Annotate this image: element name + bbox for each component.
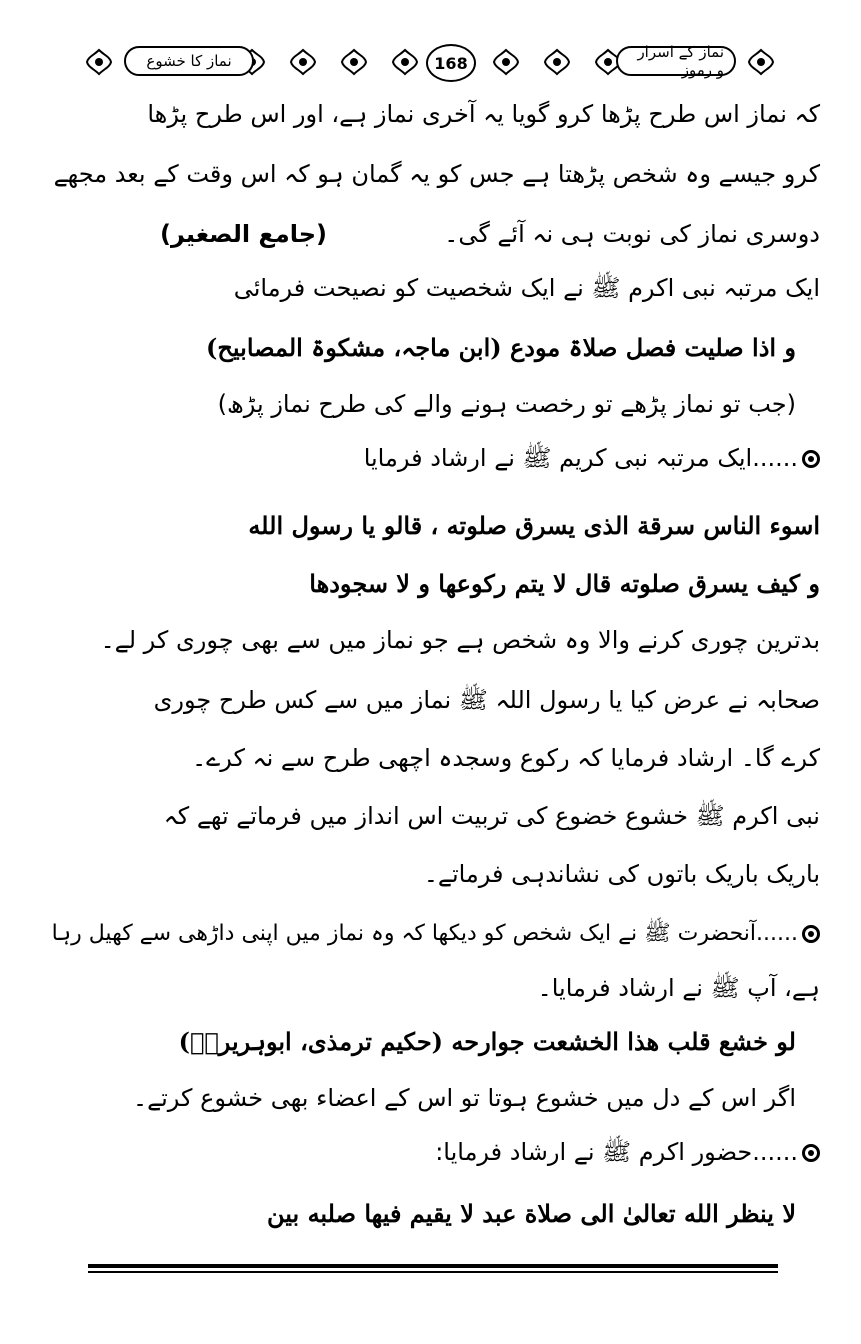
text-span: ......آنحضرت ﷺ نے ایک شخص کو دیکھا کہ وہ نماز میں اپنی داڑھی سے کھیل رہا	[51, 921, 798, 946]
arabic-line: و کیف یسرق صلوته قال لا یتم رکوعها و لا سجودها	[309, 569, 820, 598]
text-span: ......حضور اکرم ﷺ نے ارشاد فرمایا:	[435, 1138, 798, 1166]
text-line: ایک مرتبہ نبی اکرم ﷺ نے ایک شخصیت کو نصیحت فرمائی	[233, 274, 820, 302]
footer-rule	[88, 1264, 778, 1273]
text-span: دوسری نماز کی نوبت ہی نہ آئے گی۔	[444, 220, 820, 248]
text-line: صحابہ نے عرض کیا یا رسول اللہ ﷺ نماز میں سے کس طرح چوری	[153, 686, 820, 714]
ornament-icon	[339, 47, 369, 77]
arabic-line: اسوء الناس سرقة الذی یسرق صلوته ، قالو یا رسول الله	[248, 511, 820, 540]
arabic-line: لو خشع قلب هذا الخشعت جوارحه (حکیم ترمذی، ابوہریرہؓ)	[178, 1027, 796, 1056]
text-line	[100, 214, 820, 254]
bullet-icon	[802, 925, 820, 943]
ornament-icon	[390, 47, 420, 77]
ornament-icon	[491, 47, 521, 77]
bullet-icon	[802, 450, 820, 468]
text-line: ہے، آپ ﷺ نے ارشاد فرمایا۔	[537, 974, 820, 1002]
reference: (جامع الصغیر)	[160, 220, 328, 248]
text-line: کرو جیسے وہ شخص پڑھتا ہے جس کو یہ گمان ہو کہ اس وقت کے بعد مجھے	[53, 160, 820, 188]
page-number: 168	[426, 44, 476, 82]
text-line: اگر اس کے دل میں خشوع ہوتا تو اس کے اعضاء بھی خشوع کرتے۔	[133, 1084, 796, 1112]
arabic-line: و اذا صلیت فصل صلاۃ مودع (ابن ماجہ، مشکوۃ المصابیح)	[206, 333, 796, 362]
ornament-icon	[542, 47, 572, 77]
text-line: کرے گا۔ ارشاد فرمایا کہ رکوع وسجدہ اچھی طرح سے نہ کرے۔	[192, 744, 820, 772]
text-line: نبی اکرم ﷺ خشوع خضوع کی تربیت اس انداز میں فرماتے تھے کہ	[163, 802, 820, 830]
text-line: کہ نماز اس طرح پڑھا کرو گویا یہ آخری نماز ہے، اور اس طرح پڑھا	[147, 100, 820, 128]
bullet-line	[364, 438, 820, 478]
bullet-line	[52, 914, 820, 954]
book-title: نماز کے اسرار و رموز	[616, 46, 736, 76]
page-header	[84, 40, 776, 84]
arabic-line: لا ینظر الله تعالىٰ الى صلاة عبد لا یقیم فیها صلبه بین	[267, 1199, 796, 1228]
text-line: (جب تو نماز پڑھے تو رخصت ہونے والے کی طرح نماز پڑھ)	[217, 390, 796, 418]
ornament-icon	[288, 47, 318, 77]
text-line: باریک باریک باتوں کی نشاندہی فرماتے۔	[423, 860, 820, 888]
text-span: ......ایک مرتبہ نبی کریم ﷺ نے ارشاد فرمایا	[363, 444, 798, 472]
ornament-icon	[746, 47, 776, 77]
chapter-title: نماز کا خشوع	[124, 46, 254, 76]
ornament-icon	[84, 47, 114, 77]
bullet-icon	[802, 1144, 820, 1162]
bullet-line	[435, 1132, 820, 1172]
text-line: بدترین چوری کرنے والا وہ شخص ہے جو نماز میں سے بھی چوری کر لے۔	[100, 626, 820, 654]
